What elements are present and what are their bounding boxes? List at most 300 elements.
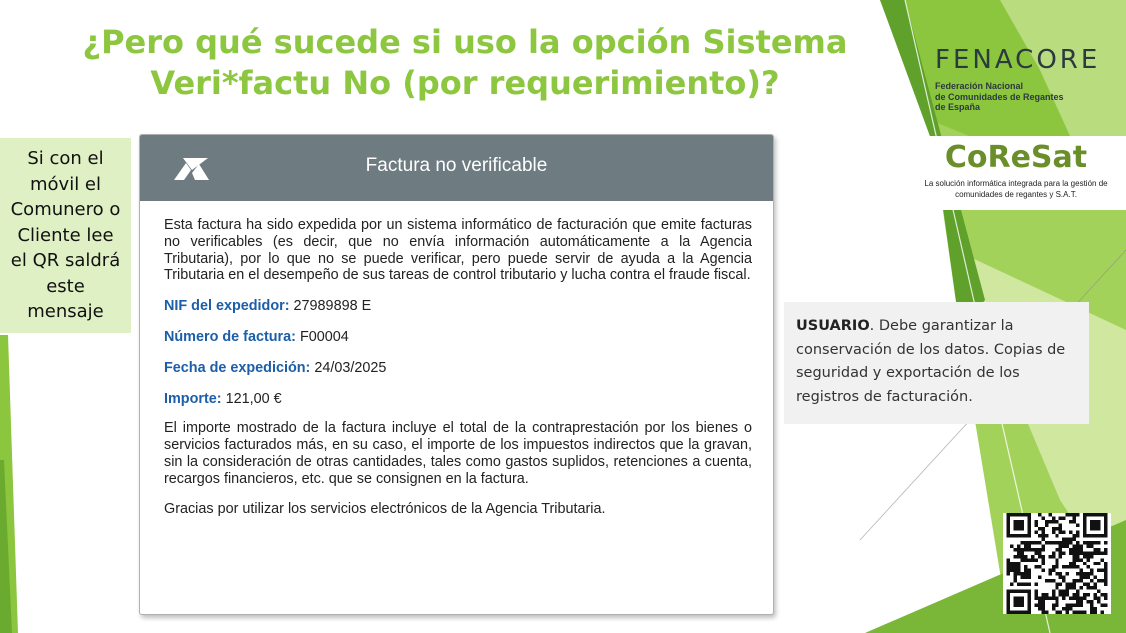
- qr-module: [1094, 513, 1097, 516]
- qr-module: [1041, 558, 1044, 561]
- qr-module: [1076, 534, 1079, 537]
- qr-module: [1094, 576, 1097, 579]
- qr-module: [1020, 576, 1023, 579]
- qr-module: [1027, 607, 1030, 610]
- qr-module: [1045, 523, 1048, 526]
- qr-module: [1062, 593, 1065, 596]
- qr-module: [1090, 604, 1093, 607]
- qr-module: [1066, 544, 1069, 547]
- note-line: el QR saldrá: [10, 250, 121, 271]
- qr-module: [1055, 600, 1058, 603]
- qr-module: [1055, 583, 1058, 586]
- qr-module: [1052, 590, 1055, 593]
- qr-module: [1010, 611, 1013, 614]
- qr-module: [1010, 562, 1013, 565]
- qr-module: [1024, 611, 1027, 614]
- qr-module: [1034, 590, 1037, 593]
- qr-module: [1027, 548, 1030, 551]
- qr-module: [1062, 541, 1065, 544]
- qr-module: [1017, 569, 1020, 572]
- qr-module: [1083, 541, 1086, 544]
- qr-module: [1066, 583, 1069, 586]
- field-issue-date: [164, 360, 752, 377]
- qr-module: [1076, 523, 1079, 526]
- qr-module: [1013, 611, 1016, 614]
- qr-module: [1069, 551, 1072, 554]
- qr-module: [1101, 569, 1104, 572]
- qr-module: [1080, 576, 1083, 579]
- qr-module: [1027, 611, 1030, 614]
- qr-module: [1038, 604, 1041, 607]
- qr-module: [1094, 562, 1097, 565]
- qr-module: [1034, 583, 1037, 586]
- fenacore-subtitle-line: de Comunidades de Regantes: [935, 91, 1064, 102]
- qr-module: [1034, 565, 1037, 568]
- amount-note-paragraph: El importe mostrado de la factura incluye el total de la contraprestación por los bienes o servicios facturados más, en su caso, el importe de los impuestos indirectos que la gravan, sin la consideración de otras cantidades, tales como gastos suplidos, retenciones a cuenta, recargos financieros, etc. que se consignen en la factura.: [164, 420, 752, 487]
- qr-module: [1010, 534, 1013, 537]
- qr-module: [1083, 516, 1086, 519]
- qr-module: [1052, 516, 1055, 519]
- qr-module: [1017, 562, 1020, 565]
- qr-module: [1055, 604, 1058, 607]
- qr-module: [1048, 520, 1051, 523]
- qr-module: [1069, 541, 1072, 544]
- qr-module: [1041, 537, 1044, 540]
- qr-module: [1041, 555, 1044, 558]
- qr-module: [1020, 555, 1023, 558]
- thanks-paragraph: Gracias por utilizar los servicios electrónicos de la Agencia Tributaria.: [164, 500, 606, 517]
- qr-module: [1031, 555, 1034, 558]
- qr-module: [1052, 530, 1055, 533]
- qr-code-icon: [1003, 513, 1111, 614]
- qr-module: [1013, 555, 1016, 558]
- qr-module: [1062, 516, 1065, 519]
- field-value: 27989898 E: [293, 298, 372, 315]
- qr-module: [1076, 590, 1079, 593]
- qr-module: [1094, 534, 1097, 537]
- qr-module: [1010, 565, 1013, 568]
- qr-module: [1080, 548, 1083, 551]
- qr-module: [1104, 523, 1107, 526]
- qr-module: [1020, 572, 1023, 575]
- qr-module: [1017, 551, 1020, 554]
- qr-module: [1034, 541, 1037, 544]
- qr-module: [1027, 583, 1030, 586]
- qr-module: [1066, 611, 1069, 614]
- qr-module: [1073, 558, 1076, 561]
- qr-module: [1045, 597, 1048, 600]
- qr-module: [1017, 534, 1020, 537]
- qr-module: [1045, 593, 1048, 596]
- qr-module: [1094, 583, 1097, 586]
- qr-module: [1069, 513, 1072, 516]
- qr-module: [1041, 607, 1044, 610]
- qr-module: [1007, 565, 1010, 568]
- qr-module: [1083, 576, 1086, 579]
- qr-module: [1069, 565, 1072, 568]
- qr-module: [1055, 558, 1058, 561]
- qr-module: [1041, 562, 1044, 565]
- field-value: 121,00 €: [225, 390, 282, 407]
- qr-module: [1013, 576, 1016, 579]
- qr-module: [1083, 523, 1086, 526]
- qr-module: [1024, 590, 1027, 593]
- qr-module: [1080, 569, 1083, 572]
- qr-module: [1041, 611, 1044, 614]
- qr-module: [1020, 541, 1023, 544]
- qr-module: [1076, 593, 1079, 596]
- note-line: móvil el: [30, 173, 101, 195]
- qr-module: [1087, 572, 1090, 575]
- qr-module: [1052, 597, 1055, 600]
- qr-module: [1024, 555, 1027, 558]
- qr-module: [1007, 593, 1010, 596]
- qr-module: [1069, 548, 1072, 551]
- qr-module: [1080, 597, 1083, 600]
- qr-module: [1027, 558, 1030, 561]
- qr-module: [1034, 597, 1037, 600]
- slide-title: [40, 22, 890, 104]
- field-invoice-number: [164, 329, 752, 346]
- qr-module: [1069, 607, 1072, 610]
- qr-module: [1038, 565, 1041, 568]
- qr-module: [1027, 534, 1030, 537]
- qr-module: [1031, 548, 1034, 551]
- qr-module: [1059, 530, 1062, 533]
- qr-module: [1045, 579, 1048, 582]
- qr-module: [1020, 523, 1023, 526]
- qr-module: [1073, 604, 1076, 607]
- qr-module: [1017, 604, 1020, 607]
- card-body: [164, 217, 752, 517]
- note-line: Cliente lee: [17, 224, 114, 246]
- qr-module: [1052, 555, 1055, 558]
- qr-module: [1080, 611, 1083, 614]
- qr-module: [1083, 597, 1086, 600]
- fenacore-subtitle-line: Federación Nacional: [935, 81, 1024, 91]
- qr-module: [1038, 597, 1041, 600]
- qr-module: [1013, 520, 1016, 523]
- qr-module: [1031, 541, 1034, 544]
- qr-module: [1007, 534, 1010, 537]
- qr-module: [1007, 600, 1010, 603]
- qr-module: [1059, 548, 1062, 551]
- qr-module: [1052, 569, 1055, 572]
- qr-module: [1076, 541, 1079, 544]
- field-value: 24/03/2025: [314, 359, 387, 376]
- qr-module: [1041, 597, 1044, 600]
- qr-module: [1104, 572, 1107, 575]
- card-title: Factura no verificable: [365, 155, 548, 176]
- qr-module: [1080, 544, 1083, 547]
- qr-module: [1007, 607, 1010, 610]
- qr-module: [1101, 579, 1104, 582]
- qr-module: [1073, 565, 1076, 568]
- qr-module: [1059, 572, 1062, 575]
- qr-module: [1069, 586, 1072, 589]
- qr-module: [1010, 513, 1013, 516]
- qr-module: [1024, 544, 1027, 547]
- qr-module: [1038, 534, 1041, 537]
- qr-module: [1013, 527, 1016, 530]
- qr-module: [1017, 565, 1020, 568]
- qr-module: [1017, 523, 1020, 526]
- qr-module: [1059, 516, 1062, 519]
- qr-module: [1052, 551, 1055, 554]
- qr-module: [1027, 516, 1030, 519]
- qr-module: [1101, 604, 1104, 607]
- qr-explanation-note: [0, 138, 131, 333]
- qr-module: [1104, 541, 1107, 544]
- note-line: este: [46, 275, 85, 297]
- qr-module: [1041, 527, 1044, 530]
- qr-module: [1027, 590, 1030, 593]
- qr-module: [1027, 576, 1030, 579]
- qr-module: [1097, 590, 1100, 593]
- qr-module: [1013, 597, 1016, 600]
- note-line: Comunero o: [10, 199, 121, 220]
- qr-module: [1038, 551, 1041, 554]
- qr-module: [1017, 544, 1020, 547]
- field-label: Importe:: [164, 390, 222, 407]
- qr-module: [1080, 600, 1083, 603]
- qr-module: [1055, 548, 1058, 551]
- qr-module: [1038, 576, 1041, 579]
- qr-module: [1087, 600, 1090, 603]
- qr-module: [1020, 590, 1023, 593]
- qr-module: [1094, 593, 1097, 596]
- qr-module: [1052, 527, 1055, 530]
- qr-module: [1010, 544, 1013, 547]
- qr-module: [1087, 513, 1090, 516]
- qr-module: [1076, 572, 1079, 575]
- qr-module: [1073, 548, 1076, 551]
- user-note-text: . Debe garantizar la conservación de los datos. Copias de seguridad y exportación de los registros de facturación.: [796, 318, 1066, 405]
- qr-module: [1090, 513, 1093, 516]
- qr-module: [1020, 583, 1023, 586]
- qr-module: [1090, 579, 1093, 582]
- qr-module: [1007, 530, 1010, 533]
- qr-module: [1090, 611, 1093, 614]
- qr-module: [1038, 607, 1041, 610]
- qr-module: [1104, 597, 1107, 600]
- qr-module: [1052, 579, 1055, 582]
- qr-module: [1024, 534, 1027, 537]
- qr-module: [1020, 604, 1023, 607]
- qr-module: [1062, 551, 1065, 554]
- qr-module: [1027, 600, 1030, 603]
- qr-module: [1097, 541, 1100, 544]
- qr-module: [1097, 562, 1100, 565]
- qr-module: [1097, 523, 1100, 526]
- qr-module: [1062, 579, 1065, 582]
- qr-module: [1013, 572, 1016, 575]
- qr-module: [1090, 572, 1093, 575]
- qr-module: [1104, 534, 1107, 537]
- qr-module: [1027, 520, 1030, 523]
- qr-module: [1017, 548, 1020, 551]
- qr-module: [1083, 555, 1086, 558]
- qr-module: [1034, 551, 1037, 554]
- qr-module: [1007, 516, 1010, 519]
- qr-module: [1087, 551, 1090, 554]
- qr-module: [1097, 569, 1100, 572]
- qr-module: [1017, 513, 1020, 516]
- qr-module: [1020, 600, 1023, 603]
- qr-module: [1097, 597, 1100, 600]
- field-value: F00004: [299, 328, 349, 345]
- qr-module: [1083, 551, 1086, 554]
- qr-module: [1094, 607, 1097, 610]
- coresat-tagline-line2: comunidades de regantes y S.A.T.: [955, 190, 1077, 199]
- qr-module: [1066, 565, 1069, 568]
- qr-module: [1038, 541, 1041, 544]
- qr-module: [1094, 541, 1097, 544]
- qr-module: [1076, 530, 1079, 533]
- qr-module: [1104, 551, 1107, 554]
- qr-module: [1073, 516, 1076, 519]
- qr-module: [1027, 604, 1030, 607]
- qr-module: [1104, 516, 1107, 519]
- qr-module: [1076, 611, 1079, 614]
- qr-module: [1073, 583, 1076, 586]
- qr-module: [1101, 611, 1104, 614]
- qr-module: [1048, 597, 1051, 600]
- qr-module: [1013, 562, 1016, 565]
- qr-module: [1034, 523, 1037, 526]
- qr-module: [1017, 600, 1020, 603]
- qr-module: [1094, 523, 1097, 526]
- qr-module: [1104, 579, 1107, 582]
- qr-module: [1073, 537, 1076, 540]
- qr-module: [1076, 579, 1079, 582]
- qr-module: [1066, 590, 1069, 593]
- qr-module: [1097, 551, 1100, 554]
- qr-module: [1013, 604, 1016, 607]
- qr-module: [1083, 583, 1086, 586]
- field-label: NIF del expedidor:: [164, 298, 290, 315]
- qr-module: [1020, 597, 1023, 600]
- qr-module: [1038, 527, 1041, 530]
- qr-module: [1020, 558, 1023, 561]
- qr-module: [1055, 562, 1058, 565]
- qr-module: [1059, 576, 1062, 579]
- qr-module: [1041, 516, 1044, 519]
- intro-paragraph: Esta factura ha sido expedida por un sistema informático de facturación que emite facturas no verificables (es decir, que no envía información automáticamente a la Agencia Tributaria), por lo que no se puede verificar, pero puede servir de ayuda a la Agencia Tributaria en el desempeño de sus tareas de control tributario y lucha contra el fraude fiscal.: [164, 217, 752, 284]
- qr-module: [1104, 583, 1107, 586]
- qr-module: [1013, 569, 1016, 572]
- qr-module: [1097, 527, 1100, 530]
- qr-module: [1083, 534, 1086, 537]
- qr-module: [1087, 586, 1090, 589]
- qr-module: [1097, 600, 1100, 603]
- qr-module: [1062, 530, 1065, 533]
- qr-module: [1017, 590, 1020, 593]
- qr-module: [1027, 527, 1030, 530]
- qr-module: [1007, 590, 1010, 593]
- qr-module: [1024, 572, 1027, 575]
- qr-module: [1080, 604, 1083, 607]
- qr-module: [1066, 604, 1069, 607]
- qr-module: [1034, 520, 1037, 523]
- qr-module: [1017, 583, 1020, 586]
- qr-module: [1041, 604, 1044, 607]
- qr-module: [1076, 513, 1079, 516]
- qr-module: [1013, 548, 1016, 551]
- qr-module: [1066, 537, 1069, 540]
- qr-module: [1024, 569, 1027, 572]
- qr-module: [1007, 597, 1010, 600]
- qr-module: [1073, 579, 1076, 582]
- qr-module: [1104, 548, 1107, 551]
- qr-module: [1090, 523, 1093, 526]
- field-amount: [164, 391, 752, 408]
- qr-module: [1066, 541, 1069, 544]
- qr-module: [1059, 541, 1062, 544]
- qr-module: [1055, 534, 1058, 537]
- qr-module: [1073, 520, 1076, 523]
- qr-module: [1090, 600, 1093, 603]
- qr-module: [1027, 597, 1030, 600]
- qr-module: [1066, 586, 1069, 589]
- qr-module: [1048, 513, 1051, 516]
- qr-module: [1087, 593, 1090, 596]
- qr-module: [1076, 544, 1079, 547]
- qr-module: [1104, 530, 1107, 533]
- qr-module: [1104, 604, 1107, 607]
- qr-module: [1013, 565, 1016, 568]
- field-label: Número de factura:: [164, 328, 296, 345]
- qr-module: [1013, 513, 1016, 516]
- qr-module: [1073, 513, 1076, 516]
- qr-module: [1101, 551, 1104, 554]
- qr-module: [1007, 520, 1010, 523]
- qr-module: [1087, 541, 1090, 544]
- qr-module: [1007, 527, 1010, 530]
- qr-module: [1020, 513, 1023, 516]
- user-responsibility-note: [784, 302, 1089, 424]
- qr-module: [1066, 607, 1069, 610]
- qr-module: [1104, 569, 1107, 572]
- qr-module: [1104, 565, 1107, 568]
- qr-module: [1083, 513, 1086, 516]
- qr-module: [1097, 513, 1100, 516]
- qr-module: [1059, 523, 1062, 526]
- qr-module: [1041, 600, 1044, 603]
- qr-module: [1007, 513, 1010, 516]
- qr-module: [1059, 611, 1062, 614]
- qr-module: [1027, 523, 1030, 526]
- qr-module: [1069, 597, 1072, 600]
- qr-module: [1059, 527, 1062, 530]
- qr-module: [1062, 544, 1065, 547]
- qr-module: [1059, 555, 1062, 558]
- qr-module: [1024, 583, 1027, 586]
- qr-module: [1094, 586, 1097, 589]
- qr-module: [1017, 611, 1020, 614]
- qr-module: [1027, 572, 1030, 575]
- qr-module: [1073, 586, 1076, 589]
- qr-module: [1104, 527, 1107, 530]
- qr-module: [1017, 555, 1020, 558]
- qr-module: [1024, 541, 1027, 544]
- qr-module: [1069, 530, 1072, 533]
- qr-module: [1055, 572, 1058, 575]
- card-header: [140, 135, 773, 201]
- qr-module: [1090, 527, 1093, 530]
- qr-module: [1080, 572, 1083, 575]
- qr-module: [1059, 590, 1062, 593]
